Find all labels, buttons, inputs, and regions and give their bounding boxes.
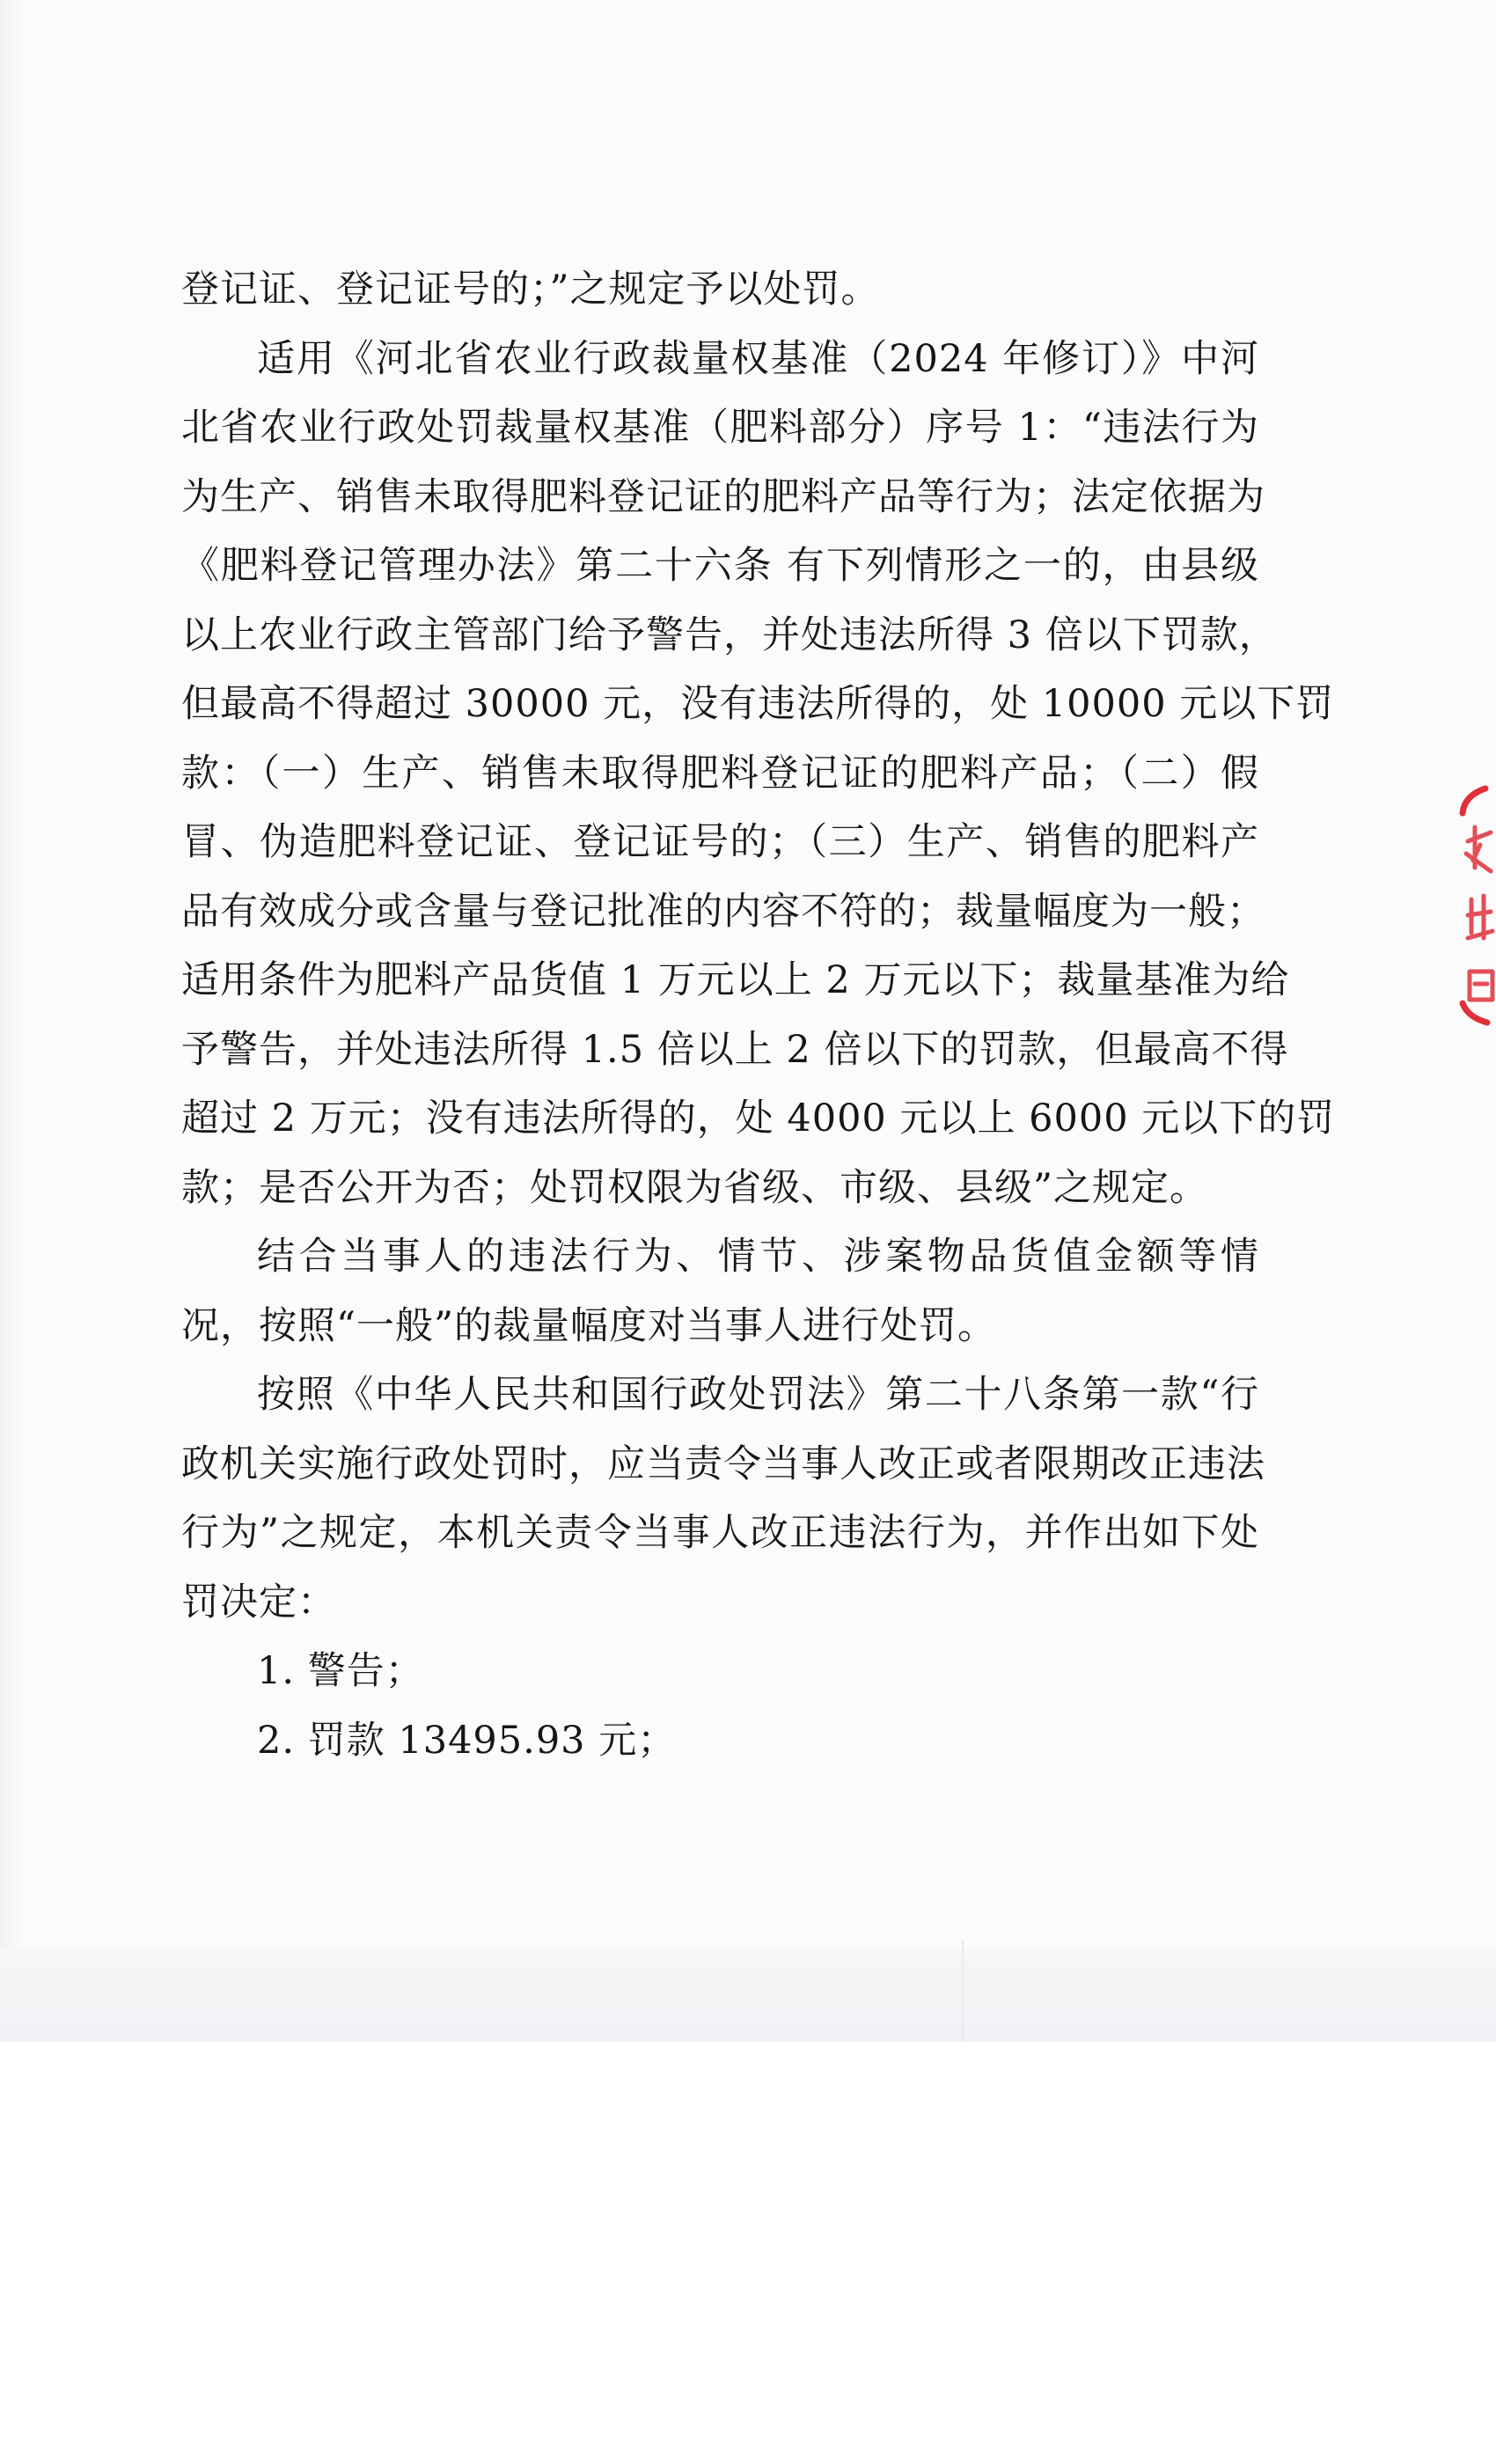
decision-item-warning: 1. 警告； (257, 1649, 424, 1693)
text-line: 登记证、登记证号的；”之规定予以处罚。 (181, 268, 880, 312)
text-line: 罚决定： (181, 1580, 336, 1624)
text-line: 适用条件为肥料产品货值 1 万元以上 2 万元以下；裁量基准为给 (181, 958, 1290, 1002)
text-line: 冒、伪造肥料登记证、登记证号的；（三）生产、销售的肥料产 (181, 820, 1259, 864)
paragraph-start: 适用《河北省农业行政裁量权基准（2024 年修订）》中河 (257, 336, 1259, 381)
text-line: 款：（一）生产、销售未取得肥料登记证的肥料产品；（二）假 (181, 751, 1259, 796)
text-line: 行为”之规定，本机关责令当事人改正违法行为，并作出如下处 (181, 1511, 1259, 1555)
scan-edge-shadow (0, 0, 23, 2042)
text-line: 但最高不得超过 30000 元，没有违法所得的，处 10000 元以下罚 (181, 682, 1335, 726)
text-line: 以上农业行政主管部门给予警告，并处违法所得 3 倍以下罚款， (181, 612, 1278, 657)
scan-fold-line (962, 1940, 964, 2042)
scan-bottom-band (0, 1949, 1496, 2042)
text-line: 品有效成分或含量与登记批准的内容不符的；裁量幅度为一般； (181, 889, 1265, 934)
text-line: 《肥料登记管理办法》第二十六条 有下列情形之一的，由县级 (181, 544, 1259, 588)
paragraph-start: 按照《中华人民共和国行政处罚法》第二十八条第一款“行 (257, 1373, 1259, 1417)
text-line: 款；是否公开为否；处罚权限为省级、市级、县级”之规定。 (181, 1165, 1208, 1210)
text-line: 政机关实施行政处罚时，应当责令当事人改正或者限期改正违法 (181, 1441, 1265, 1486)
document-body (181, 255, 1336, 1775)
paragraph-start: 结合当事人的违法行为、情节、涉案物品货值金额等情 (257, 1235, 1259, 1279)
text-line: 况，按照“一般”的裁量幅度对当事人进行处罚。 (181, 1303, 996, 1348)
official-seal-partial (1429, 783, 1496, 1038)
text-line: 为生产、销售未取得肥料登记证的肥料产品等行为；法定依据为 (181, 474, 1265, 519)
text-line: 予警告，并处违法所得 1.5 倍以上 2 倍以下的罚款，但最高不得 (181, 1027, 1289, 1072)
seal-characters (1466, 827, 1492, 1000)
decision-item-fine: 2. 罚款 13495.93 元； (257, 1718, 677, 1763)
text-line: 北省农业行政处罚裁量权基准（肥料部分）序号 1：“违法行为 (181, 406, 1259, 450)
text-line: 超过 2 万元；没有违法所得的，处 4000 元以上 6000 元以下的罚 (181, 1096, 1336, 1140)
